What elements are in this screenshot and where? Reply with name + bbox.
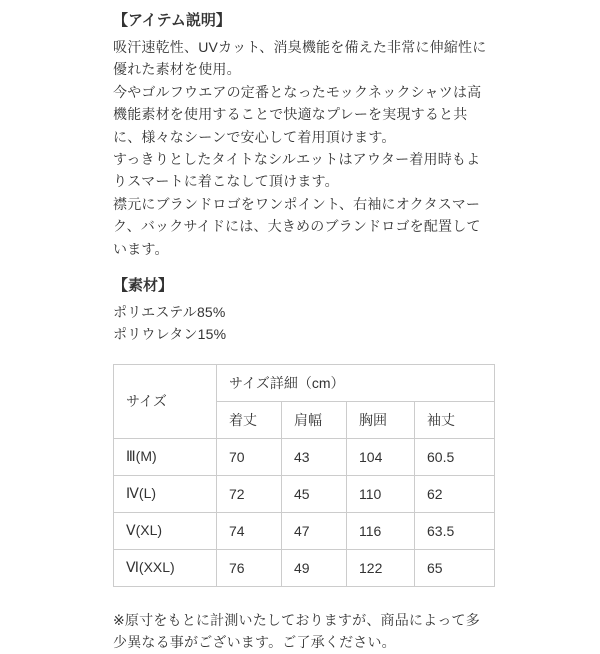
size-cell: Ⅴ(XL) (114, 512, 217, 549)
size-cell: Ⅵ(XXL) (114, 549, 217, 586)
table-row (114, 475, 495, 512)
item-description-heading: 【アイテム説明】 (113, 12, 231, 29)
measurement-disclaimer: ※原寸をもとに計測いたしておりますが、商品によって多少異なる事がございます。ご了承ください。 (113, 611, 480, 651)
size-cell: Ⅳ(L) (114, 475, 217, 512)
size-cell: Ⅲ(M) (114, 438, 217, 475)
column-header-sleeve: 袖丈 (415, 401, 495, 438)
material-line: ポリウレタン15% (113, 326, 227, 343)
material-heading: 【素材】 (113, 277, 174, 295)
table-row (114, 512, 495, 549)
measurement-cell: 45 (282, 475, 347, 512)
description-paragraph: 今やゴルフウエアの定番となったモックネックシャツは高機能素材を使用することで快適なプレーを実現すると共に、様々なシーンで安心して着用頂けます。 (113, 83, 482, 145)
measurement-cell: 65 (415, 549, 495, 586)
size-table (113, 364, 495, 587)
measurement-cell: 62 (415, 475, 495, 512)
table-row (114, 438, 495, 475)
description-paragraph: 吸汗速乾性、UVカット、消臭機能を備えた非常に伸縮性に優れた素材を使用。 (113, 39, 487, 78)
product-description-page (113, 10, 494, 654)
size-corner-header: サイズ (114, 364, 217, 438)
description-paragraph: すっきりとしたタイトなシルエットはアウター着用時もよりスマートに着こなして頂けます。 (113, 151, 481, 190)
measurement-cell: 72 (217, 475, 282, 512)
material-section (113, 301, 494, 346)
measurement-cell: 70 (217, 438, 282, 475)
measurement-cell: 122 (347, 549, 415, 586)
description-paragraph: 襟元にブランドロゴをワンポイント、右袖にオクタスマーク、バックサイドには、大きめのブランドロゴを配置しています。 (113, 195, 481, 257)
measurement-cell: 74 (217, 512, 282, 549)
measurement-cell: 110 (347, 475, 415, 512)
measurement-cell: 43 (282, 438, 347, 475)
measurement-cell: 76 (217, 549, 282, 586)
measurement-cell: 49 (282, 549, 347, 586)
material-line: ポリエステル85% (113, 304, 226, 321)
measurement-cell: 47 (282, 512, 347, 549)
column-header-chest: 胸囲 (347, 401, 415, 438)
measurement-cell: 104 (347, 438, 415, 475)
measurement-cell: 60.5 (415, 438, 495, 475)
size-detail-group-header: サイズ詳細（cm） (217, 364, 495, 401)
column-header-shoulder: 肩幅 (282, 401, 347, 438)
measurement-cell: 116 (347, 512, 415, 549)
item-description-section (113, 36, 494, 260)
table-header-row-group (114, 364, 495, 401)
measurement-cell: 63.5 (415, 512, 495, 549)
column-header-length: 着丈 (217, 401, 282, 438)
table-row (114, 549, 495, 586)
